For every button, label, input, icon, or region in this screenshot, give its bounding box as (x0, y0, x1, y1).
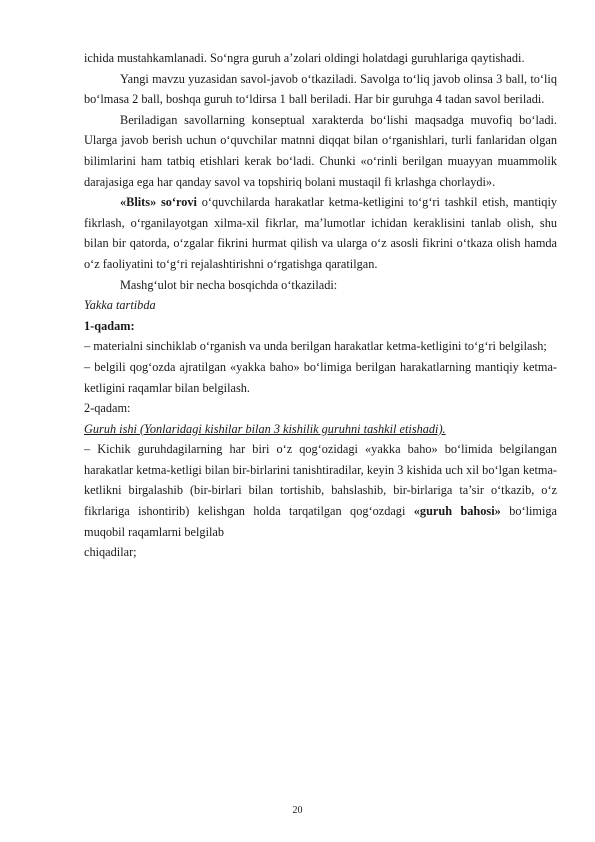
blits-term: «Blits» so‘rovi (120, 195, 197, 210)
paragraph-questions: Beriladigan savollarning konseptual xarakterda bo‘lishi maqsadga muvofiq bo‘ladi. Ularga javob berish uchun o‘quvchilar matnni diqqat bilan o‘rganishlari, turli fanlaridan olgan bilimlarini ham tatbiq etishlari kerak bo‘ladi. Chunki «o‘rinli berilgan muayyan muammolik darajasiga ega har qanday savol va topshiriq bolani mustaqil fi krlashga chorlaydi». (84, 112, 557, 189)
page-number: 20 (292, 805, 303, 816)
list-item-tail: chiqadilar; (84, 545, 137, 560)
group-text-end: bo‘limiga muqobil raqamlarni belgilab (84, 504, 558, 539)
paragraph-scoring: Yangi mavzu yuzasidan savol-javob o‘tkaziladi. Savolga to‘liq javob olinsa 3 ball, to‘liq bo‘lmasa 2 ball, boshqa guruh to‘ldirsa 1 ball beriladi. Har bir guruhga 4 tadan savol beriladi. (84, 71, 557, 107)
heading-step-1: 1-qadam: (84, 318, 135, 333)
paragraph-blits (84, 192, 557, 274)
list-item-material: – materialni sinchiklab o‘rganish va unda berilgan harakatlar ketma-ketligini to‘g‘ri belgilash; (84, 339, 547, 354)
list-item-marking: – belgili qog‘ozda ajratilgan «yakka baho» bo‘limiga berilgan harakatlarning mantiqiy ketma-ketligini raqamlar bilan belgilash. (84, 359, 557, 395)
list-item-group (84, 439, 557, 542)
heading-step-2: 2-qadam: (84, 401, 131, 416)
paragraph-continuation: ichida mustahkamlanadi. So‘ngra guruh a’zolari oldingi holatdagi guruhlariga qaytishadi. (84, 51, 525, 65)
blits-description: o‘quvchilarda harakatlar ketma-ketligini to‘g‘ri tashkil etish, mantiqiy fikrlash, o‘rganilayotgan xilma-xil fikrlar, ma’lumotlar ichidan keraklisini tanlab olish, shu bilan bir qatorda, o‘zgalar fikrini hurmat qilish va ularga o‘z asosli fikrini o‘tkaza olish hamda o‘z faoliyatini to‘g‘ri rejalashtirishni o‘rgatishga qaratilgan. (84, 195, 558, 271)
group-grade-term: «guruh bahosi» (413, 504, 501, 519)
paragraph-stages: Mashg‘ulot bir necha bosqichda o‘tkaziladi: (120, 277, 338, 292)
document-page (84, 48, 557, 563)
group-text-start: – Kichik guruhdagilarning har biri o‘z qog‘ozidagi «yakka baho» bo‘limida belgilangan harakatlar ketma-ketligi bilan bir-birlarini tanishtiradilar, keyin 3 kishida uch xil bo‘lgan ketma-ketlikni birgalashib (bir-birlari bilan tortishib, bahslashib, bir-birlariga ta’sir o‘tkazib, o‘z fikrlariga ishontirib) kelishgan holda tarqatilgan qog‘ozdagi (84, 442, 557, 519)
heading-individual: Yakka tartibda (84, 298, 156, 313)
heading-group-work: Guruh ishi (Yonlaridagi kishilar bilan 3 kishilik guruhni tashkil etishadi). (84, 421, 446, 436)
